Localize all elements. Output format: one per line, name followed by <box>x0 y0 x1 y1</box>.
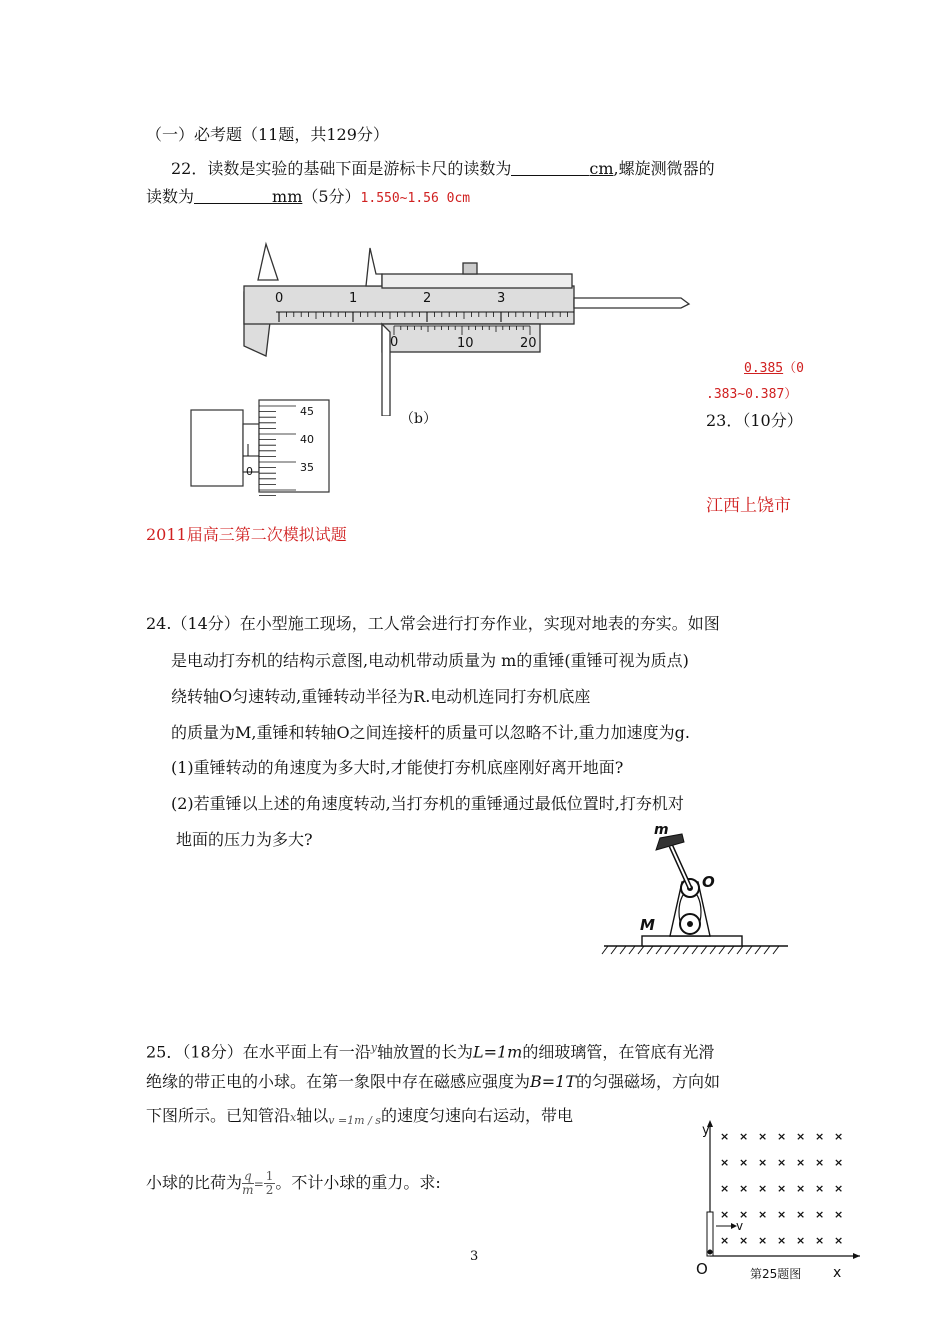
page-number: 3 <box>470 1249 479 1264</box>
q22-answer-caliper: 1.550~1.56 0cm <box>360 191 471 206</box>
frac-q: q <box>244 1169 252 1183</box>
fig-O-label: O <box>702 873 715 891</box>
caliper-upper-fixed-jaw <box>258 244 278 280</box>
q25-l4-b: 。不计小球的重力。求: <box>275 1173 441 1192</box>
magnetic-field-cross: × <box>815 1156 825 1169</box>
q25-l3-a: 下图所示。已知管沿 <box>146 1106 291 1125</box>
q25-l3-b: 轴以 <box>296 1106 329 1125</box>
q25-line2 <box>146 1071 720 1093</box>
magnetic-field-cross: × <box>815 1182 825 1195</box>
ground-hatch <box>773 946 779 954</box>
magnetic-field-cross: × <box>777 1156 787 1169</box>
q25-l3-x: x <box>290 1111 297 1124</box>
magnetic-field-cross: × <box>815 1208 825 1221</box>
q24-line3: 绕转轴O匀速转动,重锤转动半径为R.电动机连同打夯机底座 <box>171 687 591 706</box>
q22-micrometer-blank[interactable] <box>194 187 272 204</box>
magnetic-field-cross: × <box>720 1182 730 1195</box>
magnetic-field-cross: × <box>834 1130 844 1143</box>
frac-2: 2 <box>265 1183 274 1197</box>
magnetic-field-cross: × <box>777 1234 787 1247</box>
q25-l3-c: 的速度匀速向右运动，带电 <box>380 1106 573 1125</box>
q24-line4: 的质量为M,重锤和转轴O之间连接杆的质量可以忽略不计,重力加速度为g. <box>171 723 691 742</box>
magnetic-field-figure <box>690 1116 870 1286</box>
q25-l2-B: B=1T <box>530 1072 577 1091</box>
fig-25-caption: 第25题图 <box>750 1267 802 1281</box>
ground-hatch <box>638 946 644 954</box>
q24-sub1: (1)重锤转动的角速度为多大时,才能使打夯机底座刚好离开地面? <box>171 758 624 777</box>
magnetic-field-cross: × <box>777 1208 787 1221</box>
q22-points: （5分） <box>302 187 361 206</box>
ground-hatch <box>602 946 608 954</box>
frac-eq: = <box>253 1177 264 1191</box>
micrometer-thimble <box>259 400 329 492</box>
caliper-slider-housing <box>382 274 572 288</box>
magnetic-field-cross: × <box>777 1130 787 1143</box>
fig-O-label: O <box>696 1260 708 1278</box>
ground-hatch <box>746 946 752 954</box>
q25-l1-a: 25．（18分）在水平面上有一沿 <box>146 1042 371 1062</box>
q25-l1-y: y <box>370 1041 377 1054</box>
caliper-main-label-3: 3 <box>497 291 506 306</box>
micrometer-label-40: 40 <box>300 433 314 446</box>
q22-line1-prefix: 22．读数是实验的基础下面是游标卡尺的读数为 <box>171 159 512 178</box>
fig-m-label: m <box>654 822 669 838</box>
fig-y-label: y <box>702 1123 710 1138</box>
ground-hatch <box>755 946 761 954</box>
caliper-vernier-label-20: 20 <box>520 336 537 351</box>
caliper-main-beam <box>244 286 574 324</box>
caliper-main-label-1: 1 <box>349 291 358 306</box>
caliper-main-label-2: 2 <box>423 291 432 306</box>
frac-1: 1 <box>265 1169 274 1183</box>
ground-hatch <box>701 946 707 954</box>
magnetic-field-cross: × <box>796 1208 806 1221</box>
fig-v-label: v <box>736 1219 744 1233</box>
q25-l2-a: 绝缘的带正电的小球。在第一象限中存在磁感应强度为 <box>146 1072 531 1091</box>
magnetic-field-cross: × <box>739 1156 749 1169</box>
micrometer-frame <box>191 410 243 486</box>
ground-hatch <box>656 946 662 954</box>
ground-hatch <box>692 946 698 954</box>
micrometer-label-45: 45 <box>300 405 314 418</box>
ground-hatch <box>647 946 653 954</box>
caliper-main-label-0: 0 <box>275 291 284 306</box>
q25-l1-L: L=1m <box>472 1042 523 1062</box>
q24-line2: 是电动打夯机的结构示意图,电动机带动质量为 m的重锤(重锤可视为质点) <box>171 651 689 670</box>
q25-l1-c: 的细玻璃管，在管底有光滑 <box>522 1042 715 1062</box>
ground-hatch <box>674 946 680 954</box>
micrometer-label-0: 0 <box>246 465 253 478</box>
rammer-motor-axle <box>687 921 693 927</box>
charged-ball <box>708 1250 713 1255</box>
magnetic-field-cross: × <box>758 1208 768 1221</box>
magnetic-field-cross: × <box>739 1234 749 1247</box>
q22-line1-suffix: ,螺旋测微器的 <box>613 159 715 178</box>
source-line1: 江西上饶市 <box>706 496 791 516</box>
caliper-lower-slider-jaw <box>382 324 390 416</box>
frac-m: m <box>242 1183 254 1197</box>
caliper-upper-slider-jaw <box>366 248 382 286</box>
magnetic-field-cross: × <box>834 1234 844 1247</box>
q23-label: 23．（10分） <box>706 411 803 430</box>
q22-answer-micrometer-a-text: 0.385 <box>744 361 784 376</box>
caliper-depth-rod <box>574 298 689 308</box>
fig-x-label: x <box>833 1265 842 1281</box>
q24-sub2-cont: 地面的压力为多大? <box>176 830 313 849</box>
vernier-caliper-figure <box>236 236 696 416</box>
q25-l2-b: 的匀强磁场，方向如 <box>576 1072 721 1091</box>
q25-l3-v: v =1m / s <box>328 1114 381 1127</box>
caliper-vernier-label-0: 0 <box>390 335 399 350</box>
ground-hatch <box>764 946 770 954</box>
ground-hatch <box>728 946 734 954</box>
ground-hatch <box>719 946 725 954</box>
q25-line4 <box>146 1166 441 1201</box>
ground-hatch <box>737 946 743 954</box>
magnetic-field-cross: × <box>739 1182 749 1195</box>
q22-line2-prefix: 读数为 <box>146 187 195 206</box>
caliper-lock-screw <box>463 263 477 274</box>
q25-l4-a: 小球的比荷为 <box>146 1173 243 1192</box>
magnetic-field-cross: × <box>777 1182 787 1195</box>
magnetic-field-cross: × <box>739 1130 749 1143</box>
ground-hatch <box>665 946 671 954</box>
q22-line2 <box>146 186 470 210</box>
magnetic-field-cross: × <box>720 1130 730 1143</box>
ground-hatch <box>629 946 635 954</box>
magnetic-field-cross: × <box>758 1182 768 1195</box>
q25-line3 <box>146 1105 573 1132</box>
q25-line1 <box>146 1037 714 1063</box>
magnetic-field-cross: × <box>720 1208 730 1221</box>
q22-answer-micrometer-a <box>744 358 804 380</box>
magnetic-field-cross: × <box>815 1234 825 1247</box>
magnetic-field-cross: × <box>758 1130 768 1143</box>
q22-unit-cm: cm <box>589 159 614 178</box>
q22-unit-mm: mm <box>272 187 303 206</box>
figure-b-label: （b） <box>400 411 437 427</box>
q24-sub2: (2)若重锤以上述的角速度转动,当打夯机的重锤通过最低位置时,打夯机对 <box>171 794 684 813</box>
magnetic-field-cross: × <box>815 1130 825 1143</box>
magnetic-field-cross: × <box>739 1208 749 1221</box>
q24-line1: 24.（14分）在小型施工现场，工人常会进行打夯作业，实现对地表的夯实。如图 <box>146 614 720 633</box>
magnetic-field-cross: × <box>796 1182 806 1195</box>
charge-mass-ratio-fraction <box>242 1170 254 1197</box>
magnetic-field-cross: × <box>834 1208 844 1221</box>
ground-hatch <box>620 946 626 954</box>
magnetic-field-cross: × <box>720 1234 730 1247</box>
magnetic-field-cross: × <box>720 1156 730 1169</box>
magnetic-field-cross: × <box>758 1234 768 1247</box>
caliper-vernier-label-10: 10 <box>457 336 474 351</box>
q22-answer-micrometer-c: .383~0.387） <box>706 387 798 402</box>
magnetic-field-cross: × <box>834 1156 844 1169</box>
magnetic-field-cross: × <box>796 1234 806 1247</box>
rammer-figure <box>598 820 794 960</box>
magnetic-field-cross: × <box>834 1182 844 1195</box>
micrometer-figure <box>188 396 338 496</box>
rammer-base <box>642 936 742 946</box>
micrometer-label-35: 35 <box>300 461 314 474</box>
ground-hatch <box>611 946 617 954</box>
fig-M-label: M <box>640 916 655 934</box>
q22-answer-micrometer-b: （0 <box>783 361 804 376</box>
ground-hatch <box>683 946 689 954</box>
one-half-fraction <box>264 1170 276 1197</box>
magnetic-field-cross: × <box>758 1156 768 1169</box>
magnetic-field-cross: × <box>796 1130 806 1143</box>
q22-line1 <box>171 158 715 180</box>
ground-hatch <box>710 946 716 954</box>
magnetic-field-cross: × <box>796 1156 806 1169</box>
q22-caliper-blank[interactable] <box>511 159 589 176</box>
source-line2: 2011届高三第二次模拟试题 <box>146 525 347 544</box>
q25-l1-b: 轴放置的长为 <box>376 1042 473 1062</box>
section-header: （一）必考题（11题，共129分） <box>146 125 389 144</box>
glass-tube <box>707 1212 713 1256</box>
